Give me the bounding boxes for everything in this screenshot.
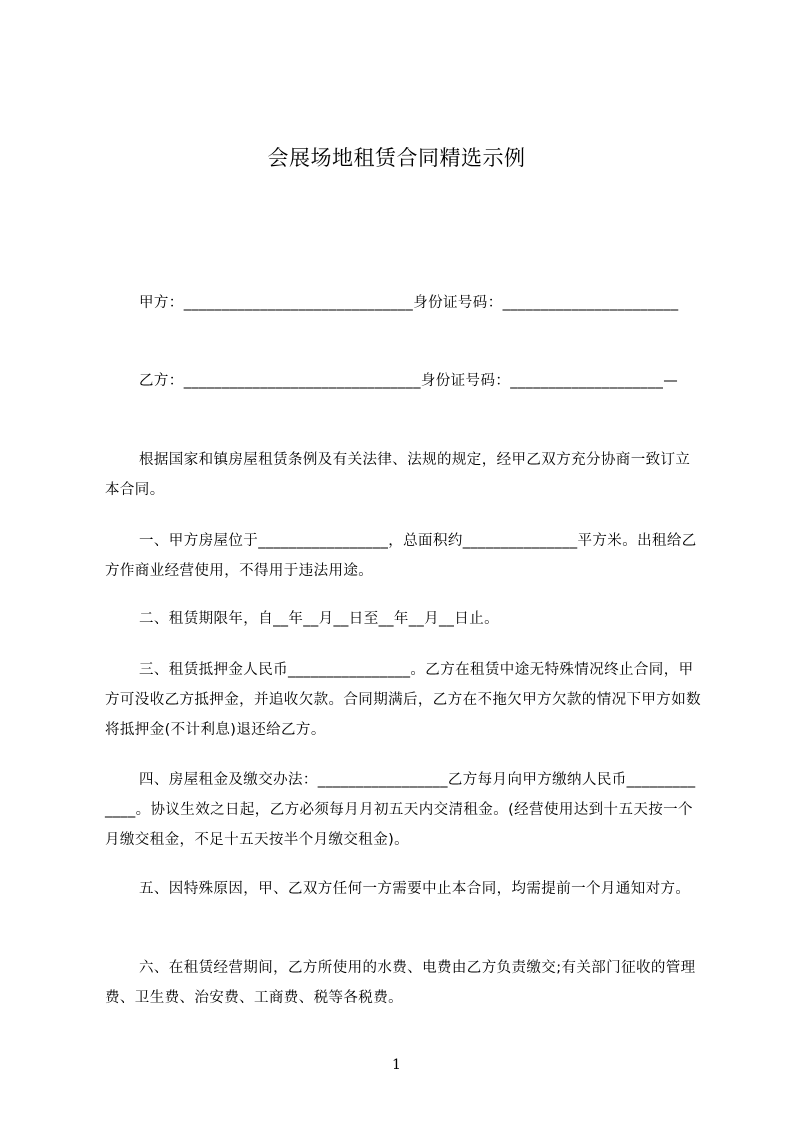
party-b-line: 乙方：_______________________________身份证号码：____________________— xyxy=(139,373,679,389)
page-number: 1 xyxy=(392,1057,401,1073)
intro-paragraph: 根据国家和镇房屋租赁条例及有关法律、法规的规定，经甲乙双方充分协商一致订立本合同。 xyxy=(105,452,691,498)
clause-5: 五、因特殊原因，甲、乙双方任何一方需要中止本合同，均需提前一个月通知对方。 xyxy=(139,881,691,897)
document-title: 会展场地租赁合同精选示例 xyxy=(267,146,526,170)
clause-3: 三、租赁抵押金人民币________________。乙方在租赁中途无特殊情况终止合同，甲方可没收乙方抵押金，并追收欠款。合同期满后，乙方在不拖欠甲方欠款的情况下甲方如数将抵押金(不计利息)退还给乙方。 xyxy=(105,662,701,738)
party-a-line: 甲方：______________________________身份证号码：_______________________ xyxy=(139,295,679,311)
clause-2: 二、租赁期限年，自__年__月__日至__年__月__日止。 xyxy=(139,611,499,627)
clause-6: 六、在租赁经营期间，乙方所使用的水费、电费由乙方负责缴交;有关部门征收的管理费、卫生费、治安费、工商费、税等各税费。 xyxy=(105,960,696,1006)
clause-1: 一、甲方房屋位于_________________，总面积约_______________平方米。出租给乙方作商业经营使用，不得用于违法用途。 xyxy=(105,533,697,579)
clause-4: 四、房屋租金及缴交办法：_________________乙方每月向甲方缴纳人民币_____________。协议生效之日起，乙方必须每月月初五天内交清租金。(经营使用达到十五天按一个月缴交租金，不足十五天按半个月缴交租金)。 xyxy=(105,772,696,848)
